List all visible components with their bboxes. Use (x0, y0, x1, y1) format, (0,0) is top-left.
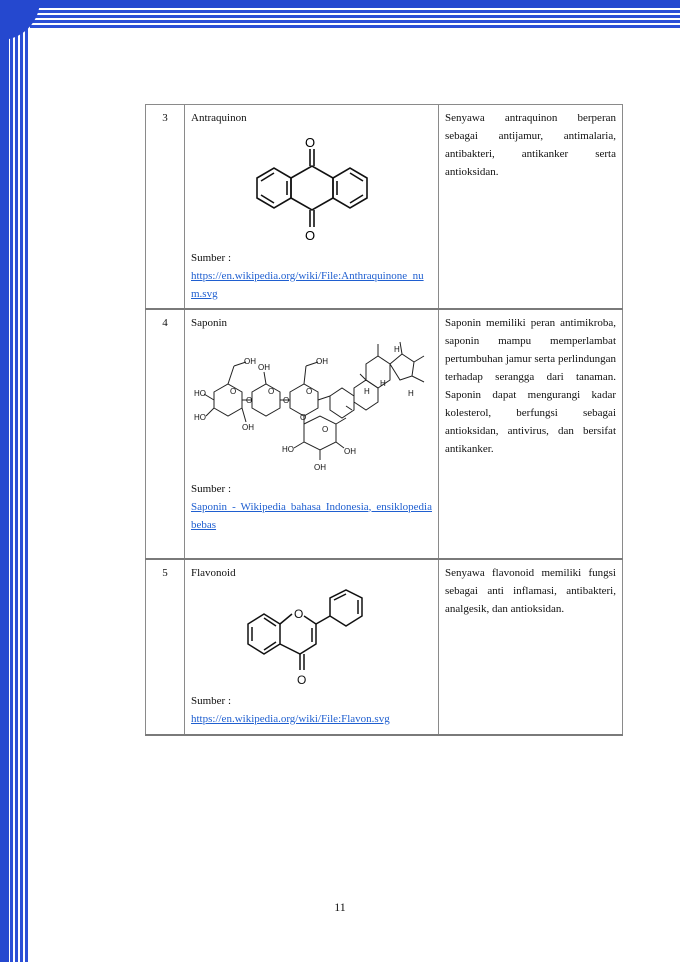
compound-cell (185, 105, 439, 309)
svg-text:O: O (305, 386, 312, 396)
svg-text:O: O (282, 395, 289, 405)
svg-text:H: H (363, 386, 370, 396)
row-number: 4 (146, 309, 185, 559)
compound-cell (185, 309, 439, 559)
compound-cell (185, 559, 439, 735)
svg-text:O: O (229, 386, 236, 396)
svg-text:OH: OH (313, 462, 326, 472)
svg-text:OH: OH (315, 356, 328, 366)
compound-description: Saponin memiliki peran antimikroba, saponin mampu memperlambat pertumbuhan jamur serta perlindungan terhadap serangga dari tanaman. Saponin dapat mengurangi kadar kolesterol, berfungsi sebagai antioksidan, antivirus, dan bersifat antikanker. (439, 309, 623, 559)
svg-text:O: O (321, 424, 328, 434)
compound-name: Saponin (191, 316, 228, 329)
svg-text:OH: OH (343, 446, 356, 456)
compound-description: Senyawa antraquinon berperan sebagai antijamur, antimalaria, antibakteri, antikanker serta antioksidan. (439, 105, 623, 309)
compound-description: Senyawa flavonoid memiliki fungsi sebagai anti inflamasi, antibakteri, analgesik, dan antioksidan. (439, 559, 623, 735)
svg-text:O: O (245, 395, 252, 405)
page-border-corner (0, 0, 40, 40)
svg-text:O: O (296, 672, 306, 687)
source-label: Sumber : (191, 482, 232, 495)
source-label: Sumber : (191, 694, 232, 707)
svg-text:O: O (267, 386, 274, 396)
compound-name: Flavonoid (191, 566, 236, 579)
anthraquinone-structure-icon (247, 133, 377, 245)
svg-text:HO: HO (193, 412, 206, 422)
page-border-top (0, 0, 680, 30)
row-number: 5 (146, 559, 185, 735)
table-row (146, 105, 623, 309)
source-link[interactable]: https://en.wikipedia.org/wiki/File:Anthraquinone_num.svg (191, 270, 424, 300)
svg-text:O: O (304, 135, 315, 150)
compound-name: Antraquinon (191, 112, 247, 124)
row-number: 3 (146, 105, 185, 309)
compound-table (145, 104, 623, 736)
page-border-left (0, 0, 30, 962)
flavone-structure-icon (242, 588, 382, 688)
table-row (146, 559, 623, 735)
svg-text:H: H (407, 388, 414, 398)
svg-text:HO: HO (281, 444, 294, 454)
svg-text:O: O (293, 606, 303, 621)
table-row (146, 309, 623, 559)
saponin-structure-icon (194, 334, 430, 474)
svg-text:H: H (393, 344, 400, 354)
source-link[interactable]: Saponin - Wikipedia bahasa Indonesia, ensiklopedia bebas (191, 500, 432, 531)
svg-text:H: H (379, 378, 386, 388)
source-label: Sumber : (191, 252, 232, 264)
svg-text:OH: OH (241, 422, 254, 432)
svg-text:OH: OH (257, 362, 270, 372)
svg-text:OH: OH (243, 356, 256, 366)
svg-text:O: O (304, 228, 315, 243)
svg-text:HO: HO (193, 388, 206, 398)
page-number: 11 (334, 900, 346, 914)
source-link[interactable]: https://en.wikipedia.org/wiki/File:Flavon.svg (191, 712, 390, 725)
svg-text:O: O (299, 412, 306, 422)
